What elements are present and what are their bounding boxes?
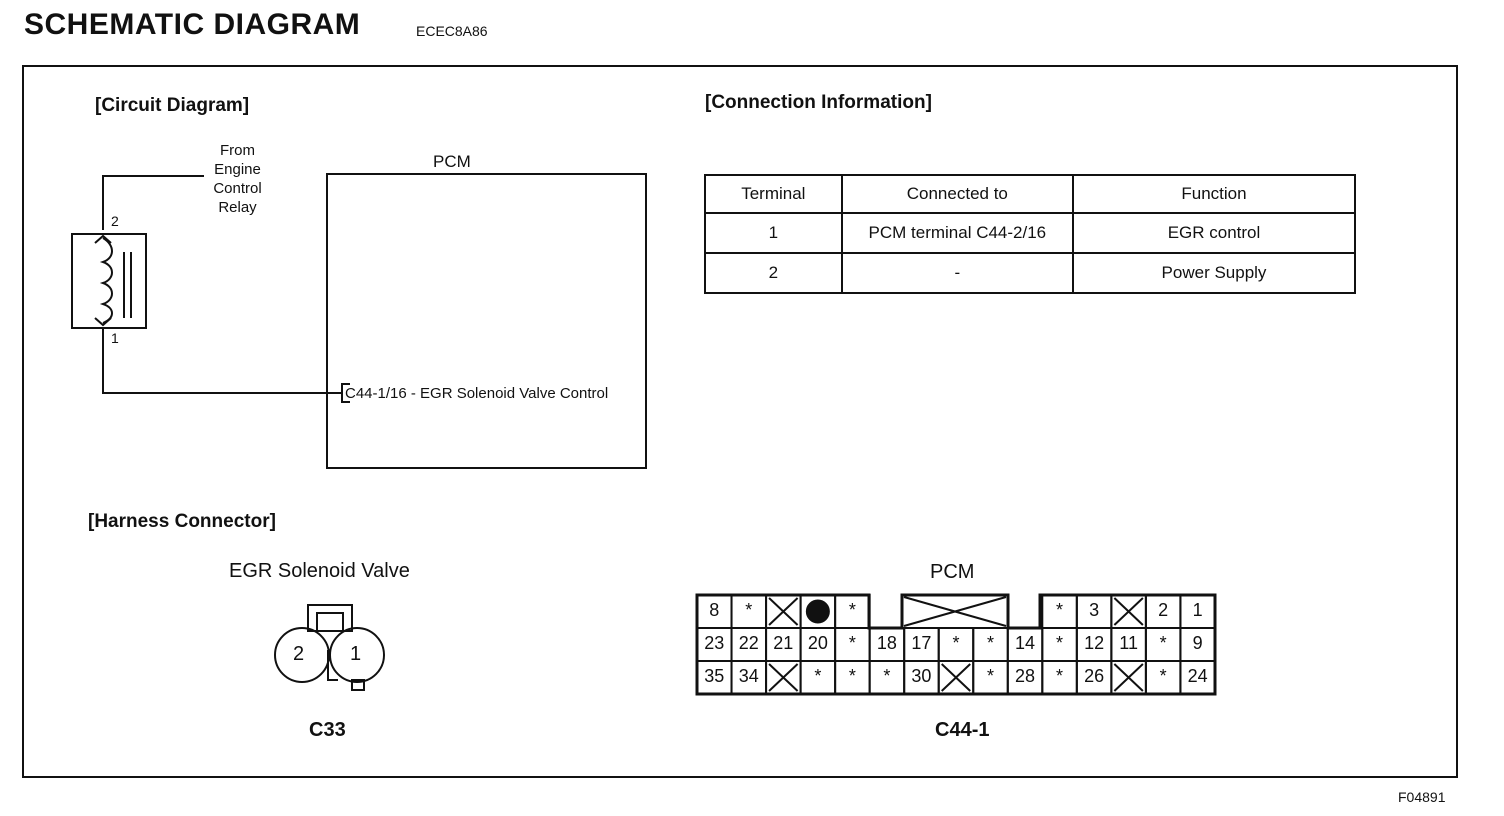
pcm-pin-unused-star: * [986,666,994,686]
table-cell: EGR control [1073,213,1355,253]
relay-label [200,141,275,217]
valve-title: EGR Solenoid Valve [229,560,410,582]
pcm-pin-label: 3 [1089,600,1100,620]
pin-bottom-label: 1 [111,330,119,346]
pcm-pin-label: 26 [1084,666,1105,686]
pcm-pin-label: 9 [1192,633,1203,653]
pcm-pin-unused-star: * [1056,666,1064,686]
pcm-pin-label: 30 [911,666,932,686]
pcm-pin-unused-star: * [1056,633,1064,653]
wire-pcm [103,328,342,393]
pcm-pin-unused-star: * [848,666,856,686]
pcm-pin-label: 20 [807,633,828,653]
pcm-pin-label: 21 [773,633,794,653]
pcm-connector-title: PCM [930,561,975,583]
pcm-pin-label: 14 [1015,633,1036,653]
pcm-pin-label: 35 [704,666,725,686]
solenoid-coil-icon [103,238,112,323]
connection-table [704,174,1356,294]
pcm-pin-label: 34 [738,666,759,686]
pcm-pin-unused-star: * [952,633,960,653]
pcm-pin-label: 18 [876,633,897,653]
pcm-pin-unused-star: * [1159,666,1167,686]
table-row [705,253,1355,293]
unused-pin-icon [1114,598,1143,625]
unused-pin-icon [769,664,798,691]
pcm-pin-label: 2 [1158,600,1169,620]
pcm-pin-label: 12 [1084,633,1105,653]
pcm-pin-label: 1 [1192,600,1203,620]
pcm-pin-unused-star: * [814,666,822,686]
valve-connector-code: C33 [309,719,346,741]
table-row [705,213,1355,253]
valve-pin-label: 1 [350,643,362,665]
pcm-pin-label: 11 [1119,633,1138,653]
unused-pin-icon [769,598,798,625]
document-code: ECEC8A86 [416,23,488,39]
table-cell: 2 [705,253,842,293]
pcm-pin-unused-star: * [745,600,753,620]
pcm-terminal-label: C44-1/16 - EGR Solenoid Valve Control [345,385,609,402]
pcm-pin-label: 24 [1187,666,1208,686]
column-header: Connected to [842,175,1073,213]
relay-label-line: From [220,142,255,159]
harness-heading: [Harness Connector] [88,511,276,532]
pcm-pin-unused-star: * [883,666,891,686]
column-header: Function [1073,175,1355,213]
relay-label-line: Relay [218,199,257,216]
unused-pin-icon [942,664,971,691]
pcm-pin-unused-star: * [986,633,994,653]
pcm-box [327,174,646,468]
circuit-heading: [Circuit Diagram] [95,95,250,116]
table-cell: 1 [705,213,842,253]
unused-pin-icon [1114,664,1143,691]
pcm-connector-code: C44-1 [935,719,990,741]
pcm-pin-label: 28 [1015,666,1036,686]
figure-id: F04891 [1398,789,1446,805]
pcm-pin-label: 23 [704,633,725,653]
column-header: Terminal [705,175,842,213]
table-cell: - [842,253,1073,293]
page-title: SCHEMATIC DIAGRAM [24,8,361,41]
pcm-pin-unused-star: * [848,633,856,653]
pcm-pin-label: 8 [709,600,720,620]
pcm-label: PCM [433,152,471,171]
pcm-pin-unused-star: * [1056,600,1064,620]
pcm-pin-label: 22 [738,633,759,653]
valve-pin-label: 2 [293,643,305,665]
table-header-row [705,175,1355,213]
pin-top-label: 2 [111,213,119,229]
connection-heading: [Connection Information] [705,92,932,113]
table-cell: Power Supply [1073,253,1355,293]
relay-label-line: Control [213,180,262,197]
pcm-pin-unused-star: * [1159,633,1167,653]
table-cell: PCM terminal C44-2/16 [842,213,1073,253]
relay-label-line: Engine [214,161,261,178]
pcm-pin-unused-star: * [848,600,856,620]
filled-pin-icon [807,601,829,623]
pcm-pin-label: 17 [911,633,932,653]
